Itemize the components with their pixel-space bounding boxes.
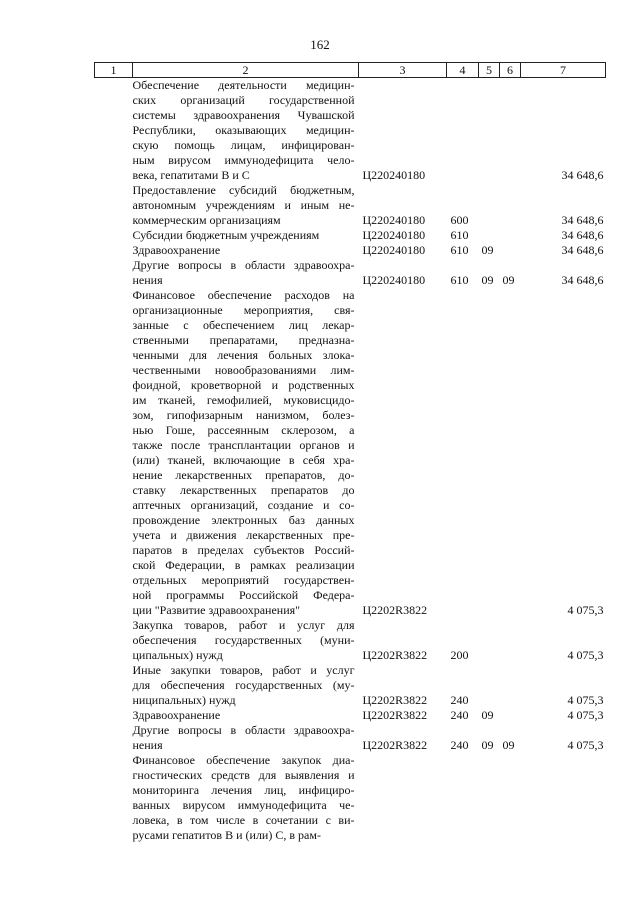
row-section <box>479 618 500 663</box>
budget-table <box>94 62 606 843</box>
column-header: 6 <box>500 63 521 78</box>
row-description <box>95 228 359 243</box>
description-line: ции "Развитие здравоохранения" <box>132 603 301 617</box>
description-line: ной программы Российской Федера- <box>132 588 355 602</box>
description-line: системы здравоохранения Чувашской <box>132 108 355 122</box>
table-row <box>95 258 606 288</box>
description-line: автономным учреждениям и иным не- <box>132 198 355 212</box>
row-description <box>95 723 359 753</box>
table-row <box>95 663 606 708</box>
row-target-code: Ц220240180 <box>362 228 426 242</box>
row-subsection <box>500 78 521 184</box>
description-line: Финансовое обеспечение закупок диа- <box>132 753 355 767</box>
table-row <box>95 753 606 843</box>
row-description <box>95 258 359 288</box>
row-description <box>95 78 359 184</box>
row-subsection <box>500 183 521 228</box>
description-line: гностических средств для выявления и <box>132 768 355 782</box>
row-section: 09 <box>481 738 494 752</box>
description-line: мониторинга лечения лиц, инфициро- <box>132 783 355 797</box>
row-subsection <box>500 228 521 243</box>
row-subsection <box>500 663 521 708</box>
description-line: зом, гипофизарным нанизмом, болез- <box>132 408 355 422</box>
row-section: 09 <box>481 243 494 257</box>
description-line: ственными препаратами, предназна- <box>132 333 355 347</box>
table-row <box>95 708 606 723</box>
row-description <box>95 708 359 723</box>
table-row <box>95 243 606 258</box>
row-description <box>95 243 359 258</box>
description-line: века, гепатитами В и С <box>132 168 250 182</box>
row-expense-type <box>447 288 479 618</box>
description-line: провождение электронных баз данных <box>132 513 355 527</box>
row-expense-type: 240 <box>450 738 469 752</box>
description-line: Другие вопросы в области здравоохра- <box>132 723 355 737</box>
description-line: ской Федерации, в рамках реализации <box>132 558 355 572</box>
description-line: им тканей, гемофилией, муковисцидо- <box>132 393 355 407</box>
row-amount: 34 648,6 <box>561 273 604 287</box>
column-header: 1 <box>95 63 133 78</box>
row-subsection: 09 <box>502 738 515 752</box>
row-expense-type: 610 <box>450 273 469 287</box>
column-header-row <box>95 63 606 78</box>
row-amount: 34 648,6 <box>561 243 604 257</box>
row-expense-type <box>447 753 479 843</box>
row-subsection <box>500 618 521 663</box>
description-line: паратов в пределах субъектов Россий- <box>132 543 355 557</box>
row-target-code: Ц2202R3822 <box>362 708 428 722</box>
description-line: обеспечения государственных (муни- <box>132 633 355 647</box>
row-target-code: Ц220240180 <box>362 213 426 227</box>
row-amount: 34 648,6 <box>561 168 604 182</box>
description-line: нение лекарственных препаратов, до- <box>132 468 355 482</box>
description-line: фоидной, кроветворной и родственных <box>132 378 355 392</box>
description-line: русами гепатитов В и (или) С, в рам- <box>132 828 321 842</box>
row-subsection: 09 <box>502 273 515 287</box>
table-row <box>95 78 606 184</box>
row-amount: 4 075,3 <box>567 738 604 752</box>
description-line: Другие вопросы в области здравоохра- <box>132 258 355 272</box>
table-row <box>95 288 606 618</box>
row-target-code: Ц2202R3822 <box>362 648 428 662</box>
row-amount: 4 075,3 <box>567 693 604 707</box>
description-line: ниципальных) нужд <box>132 693 236 707</box>
row-expense-type: 240 <box>450 693 469 707</box>
row-description <box>95 288 359 618</box>
row-target-code: Ц220240180 <box>362 243 426 257</box>
description-line: Закупка товаров, работ и услуг для <box>132 618 355 632</box>
description-line: скую помощь лицам, инфицирован- <box>132 138 355 152</box>
column-header: 4 <box>447 63 479 78</box>
description-line: ципальных) нужд <box>132 648 223 662</box>
row-section <box>479 663 500 708</box>
row-section: 09 <box>481 273 494 287</box>
table-row <box>95 183 606 228</box>
description-line: отдельных мероприятий государствен- <box>132 573 355 587</box>
row-target-code: Ц2202R3822 <box>362 693 428 707</box>
description-line: организационные мероприятия, свя- <box>132 303 355 317</box>
row-description <box>95 618 359 663</box>
row-description <box>95 753 359 843</box>
description-line: нью Гоше, рассеянным склерозом, а <box>132 423 355 437</box>
row-subsection <box>500 708 521 723</box>
row-subsection <box>500 288 521 618</box>
row-amount: 34 648,6 <box>561 213 604 227</box>
row-expense-type: 200 <box>450 648 469 662</box>
description-line: учета и движения лекарственных пре- <box>132 528 355 542</box>
description-line: Предоставление субсидий бюджетным, <box>132 183 355 197</box>
description-line: Здравоохранение <box>132 243 221 257</box>
description-line: чественными новообразованиями лим- <box>132 363 355 377</box>
table-row <box>95 723 606 753</box>
row-section <box>479 78 500 184</box>
row-subsection <box>500 243 521 258</box>
description-line: ских организаций государственной <box>132 93 355 107</box>
row-section <box>479 228 500 243</box>
table-row <box>95 618 606 663</box>
row-section <box>479 288 500 618</box>
row-expense-type: 610 <box>450 228 469 242</box>
row-subsection <box>500 753 521 843</box>
description-line: аптечных организаций, создание и со- <box>132 498 355 512</box>
row-target-code <box>359 753 447 843</box>
row-amount: 34 648,6 <box>561 228 604 242</box>
description-line: ставку лекарственных препаратов до <box>132 483 355 497</box>
row-description <box>95 183 359 228</box>
description-line: ловека, в том числе в сочетании с ви- <box>132 813 355 827</box>
description-line: Финансовое обеспечение расходов на <box>132 288 355 302</box>
row-target-code: Ц2202R3822 <box>362 603 428 617</box>
description-line: Иные закупки товаров, работ и услуг <box>132 663 355 677</box>
description-line: (или) тканей, включающие в себя хра- <box>132 453 355 467</box>
description-line: занные с обеспечением лиц лекар- <box>132 318 355 332</box>
description-line: ным вирусом иммунодефицита чело- <box>132 153 355 167</box>
description-line: ченными для лечения больных злока- <box>132 348 355 362</box>
row-amount: 4 075,3 <box>567 603 604 617</box>
description-line: также после трансплантации органов и <box>132 438 355 452</box>
description-line: нения <box>132 738 163 752</box>
row-target-code: Ц220240180 <box>362 168 426 182</box>
row-section <box>479 753 500 843</box>
description-line: коммерческим организациям <box>132 213 281 227</box>
row-expense-type: 240 <box>450 708 469 722</box>
description-line: Здравоохранение <box>132 708 221 722</box>
column-header: 7 <box>521 63 606 78</box>
description-line: для обеспечения государственных (му- <box>132 678 355 692</box>
row-amount: 4 075,3 <box>567 708 604 722</box>
row-target-code: Ц2202R3822 <box>362 738 428 752</box>
column-header: 3 <box>359 63 447 78</box>
row-description <box>95 663 359 708</box>
column-header: 5 <box>479 63 500 78</box>
description-line: ванных вирусом иммунодефицита че- <box>132 798 355 812</box>
description-line: нения <box>132 273 163 287</box>
row-expense-type: 610 <box>450 243 469 257</box>
column-header: 2 <box>133 63 359 78</box>
row-target-code: Ц220240180 <box>362 273 426 287</box>
row-expense-type: 600 <box>450 213 469 227</box>
description-line: Обеспечение деятельности медицин- <box>132 78 355 92</box>
row-section <box>479 183 500 228</box>
page-number: 162 <box>310 37 330 52</box>
description-line: Субсидии бюджетным учреждениям <box>132 228 320 242</box>
table-row <box>95 228 606 243</box>
description-line: Республики, оказывающих медицин- <box>132 123 355 137</box>
row-section: 09 <box>481 708 494 722</box>
row-expense-type <box>447 78 479 184</box>
row-amount <box>521 753 606 843</box>
row-amount: 4 075,3 <box>567 648 604 662</box>
